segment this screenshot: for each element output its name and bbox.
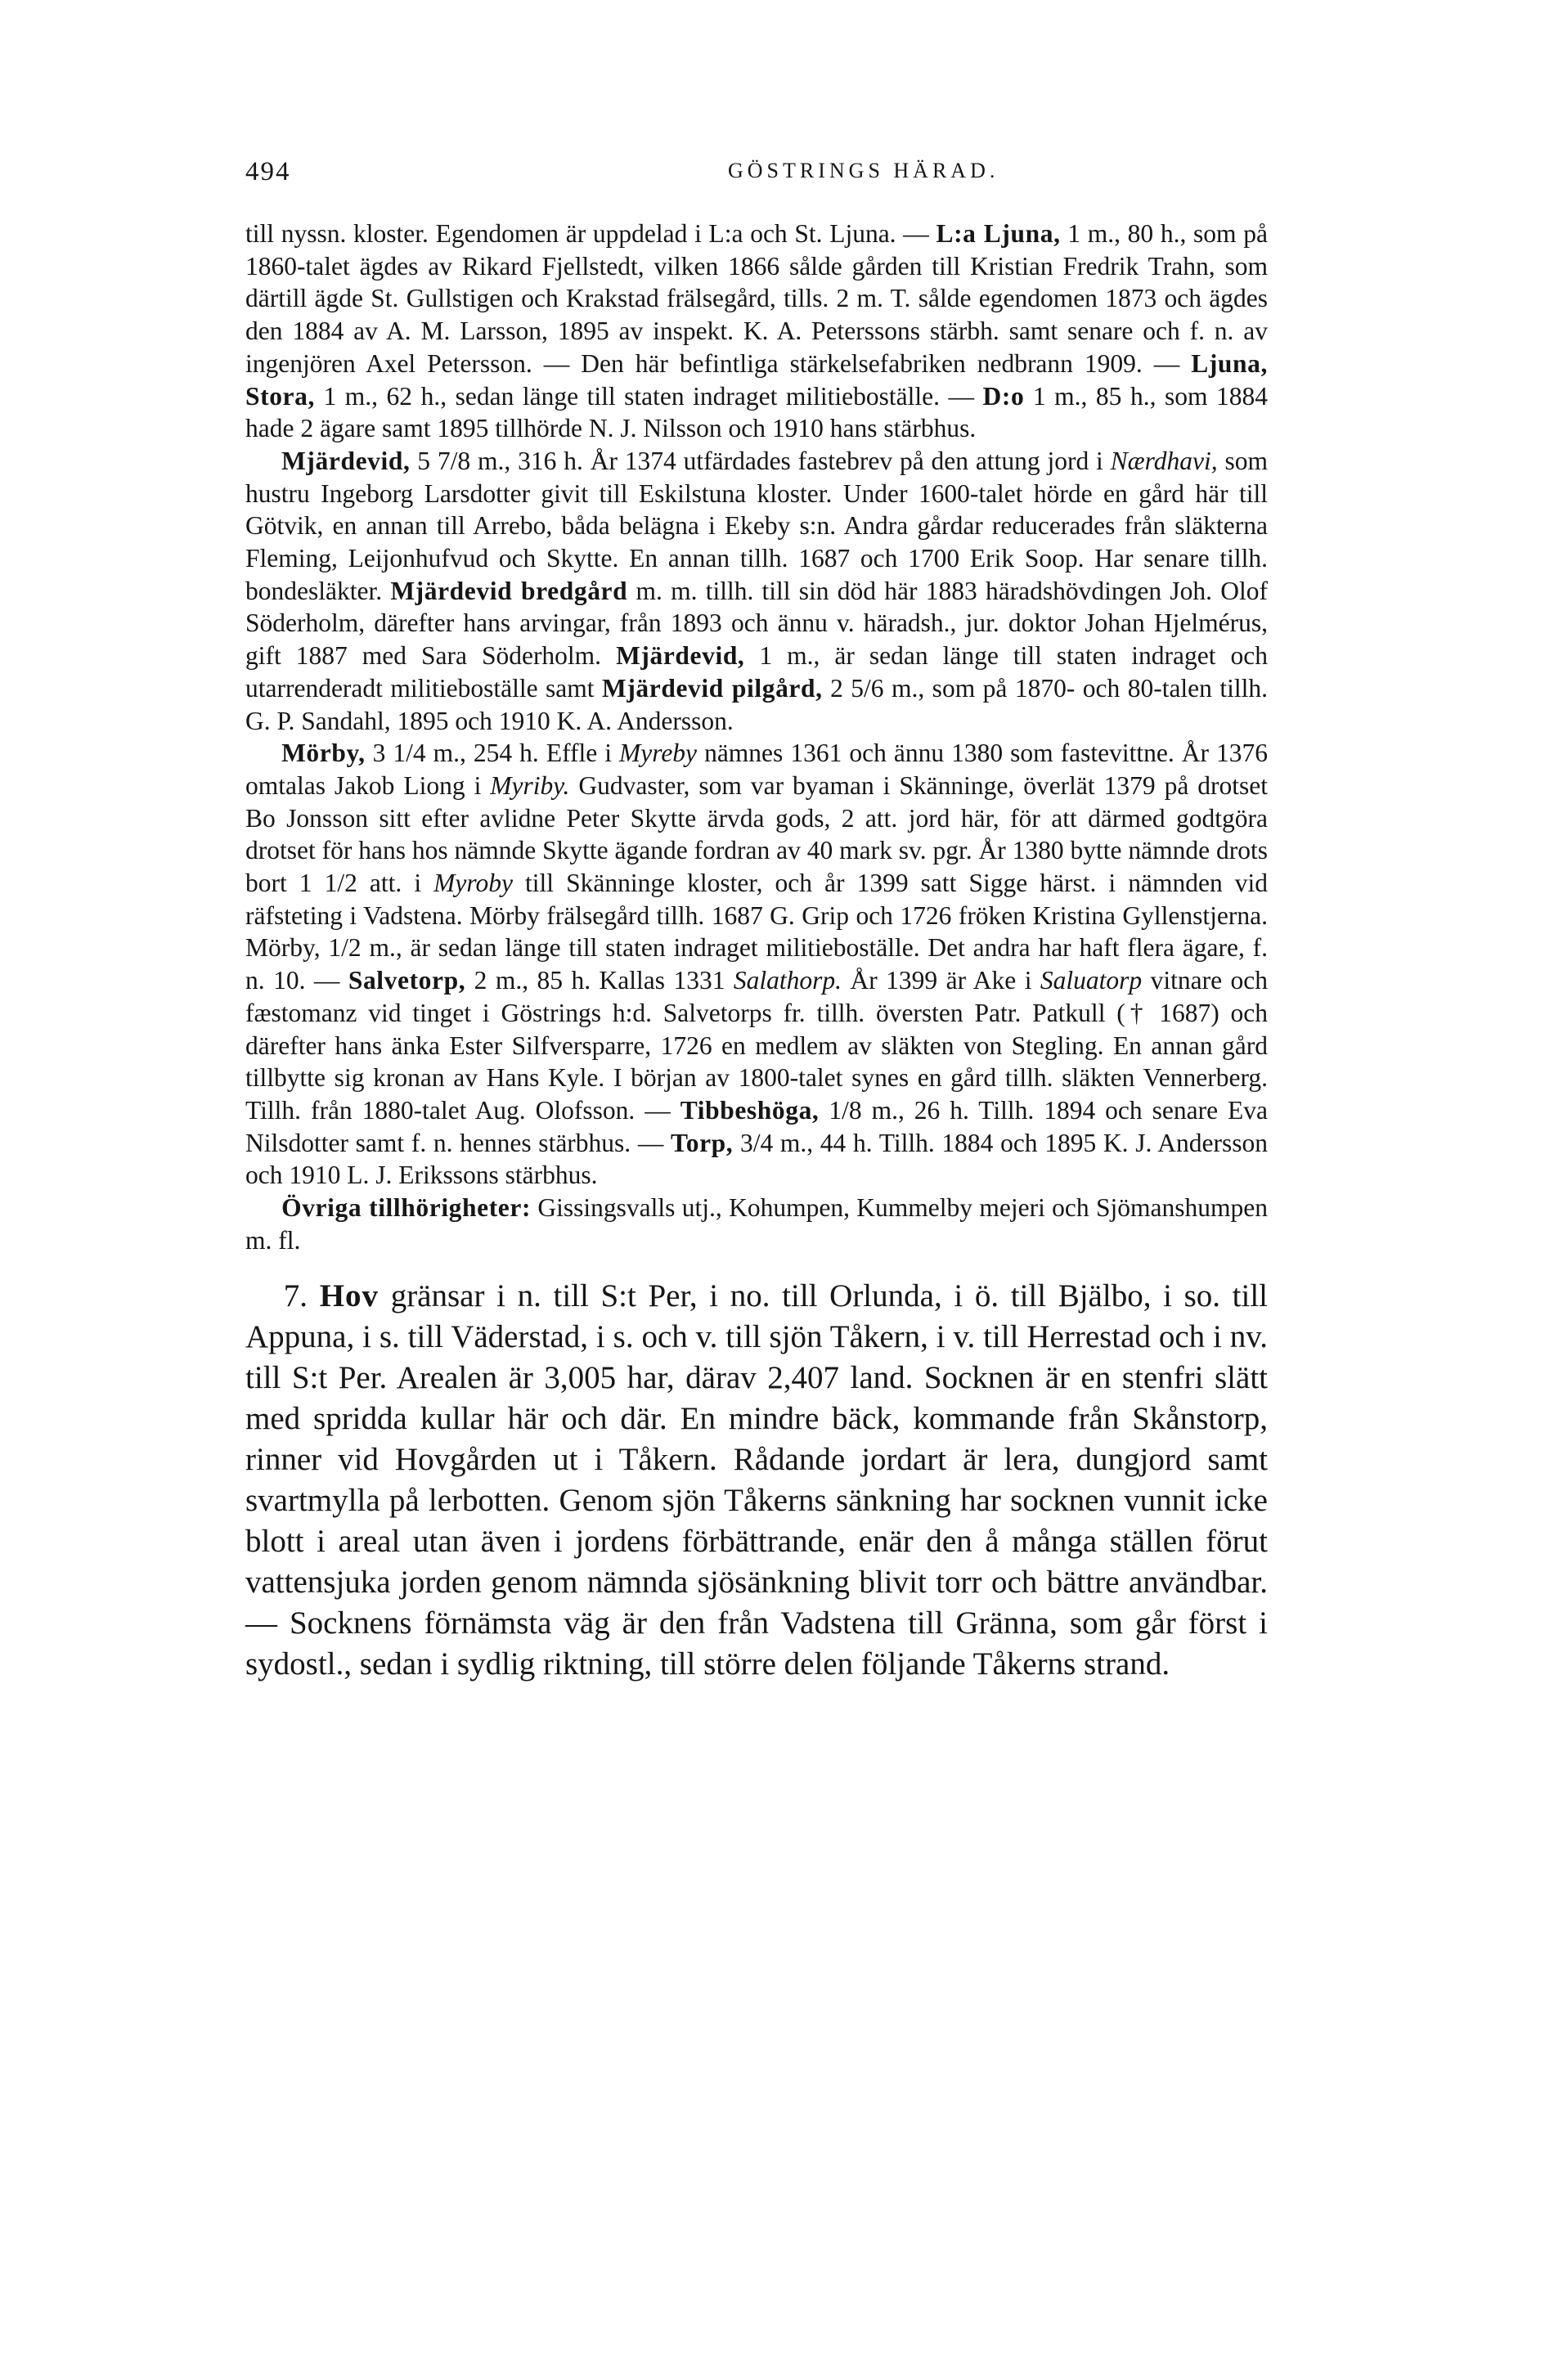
entry-title: Övriga tillhörigheter: <box>281 1193 532 1223</box>
italic-text: Saluatorp <box>1040 966 1143 995</box>
entry-title: Mjärdevid, <box>616 641 745 671</box>
entry-title: Mörby, <box>281 739 366 768</box>
paragraph <box>245 1192 1268 1256</box>
text-run: gränsar i n. till S:t Per, i no. till Orlunda, i ö. till Bjälbo, i so. till Appuna, i s. till Väderstad, i s. och v. till sjön Tåkern, i v. till Herrestad och i nv. till S:t Per. Arealen är 3,005 har, därav 2,407 land. Socknen är en stenfri slätt med spridda kullar här och där. En mindre bäck, kommande från Skånstorp, rinner vid Hovgården ut i Tåkern. Rådande jordart är lera, dungjord samt svartmylla på lerbotten. Genom sjön Tåkerns sänkning har socknen vunnit icke blott i areal utan även i jordens förbättrande, enär den å många ställen förut vattensjuka jorden genom nämnda sjösänkning blivit torr och bättre användbar. — Socknens förnämsta väg är den från Vadstena till Gränna, som går först i sydostl., sedan i sydlig riktning, till större delen följande Tåkerns strand. <box>245 1278 1268 1682</box>
page-number: 494 <box>245 157 291 186</box>
text-run: m. m. tillh. till sin död här 1883 häradshövdingen Joh. Olof Söderholm, därefter hans arvingar, från 1893 och ännu v. häradsh., jur. doktor Johan Hjelmérus, gift 1887 med Sara Söderholm. <box>245 576 1268 671</box>
text-run: 7. <box>283 1278 320 1313</box>
paragraph <box>245 218 1268 445</box>
text-run: Gudvaster, som var byaman i Skänninge, överlät 1379 på drotset Bo Jonsson sitt efter avlidne Peter Skytte ärvda gods, 2 att. jord här, för att därmed godtgöra drotset för hans hos nämnde Skytte ägande fordran av 40 mark sv. pgr. År 1380 bytte nämnde drots bort 1 1/2 att. i <box>245 770 1268 898</box>
text-run: 1 m., 80 h., som på 1860-talet ägdes av Rikard Fjellstedt, vilken 1866 sålde gården till Kristian Fredrik Trahn, som därtill ägde St. Gullstigen och Krakstad frälsegård, tills. 2 m. T. sålde egendomen 1873 och ägdes den 1884 av A. M. Larsson, 1895 av inspekt. K. A. Peterssons stärbh. samt senare och f. n. av ingenjören Axel Petersson. — Den här befintliga stärkelsefabriken nedbrann 1909. — <box>245 219 1268 378</box>
entry-title: Mjärdevid, <box>281 446 411 475</box>
italic-text: Myroby <box>433 869 513 898</box>
italic-text: Salathorp. <box>733 966 842 995</box>
entry-title: Tibbeshöga, <box>680 1095 820 1125</box>
italic-text: Myriby. <box>490 770 570 800</box>
entry-title: Ljuna, Stora, <box>245 348 1268 411</box>
italic-text: Myreby <box>619 739 698 768</box>
entry-title: Mjärdevid bredgård <box>390 576 628 605</box>
text-run: 1 m., 85 h., som 1884 hade 2 ägare samt 1895 tillhörde N. J. Nilsson och 1910 hans stärbhus. <box>245 381 1269 443</box>
text-run: 5 7/8 m., 316 h. År 1374 utfärdades fastebrev på den attung jord i <box>410 446 1111 475</box>
page-header <box>245 157 1268 190</box>
entry-title: L:a Ljuna, <box>936 219 1061 248</box>
text-run: till nyssn. kloster. Egendomen är uppdelad i L:a och St. Ljuna. — <box>245 219 936 248</box>
text-run: 2 5/6 m., som på 1870- och 80-talen tillh. G. P. Sandahl, 1895 och 1910 K. A. Andersson. <box>245 673 1269 735</box>
entry-title: Hov <box>319 1278 380 1313</box>
running-head: GÖSTRINGS HÄRAD. <box>728 159 999 182</box>
text-run: som hustru Ingeborg Larsdotter givit till Eskilstuna kloster. Under 1600-talet hörde en gård här till Götvik, en annan till Arrebo, båda belägna i Ekeby s:n. Andra gårdar reducerades från släkterna Fleming, Leijonhufvud och Skytte. En annan tillh. 1687 och 1700 Erik Soop. Har senare tillh. bondesläkter. <box>245 446 1268 605</box>
section-hov <box>245 1276 1268 1685</box>
section-paragraph <box>245 1276 1268 1685</box>
text-run: År 1399 är Ake i <box>842 966 1040 995</box>
body-text <box>245 218 1268 1257</box>
text-run: 1 m., 62 h., sedan länge till staten indraget militieboställe. — <box>314 381 983 411</box>
text-run: 3/4 m., 44 h. Tillh. 1884 och 1895 K. J. Andersson och 1910 L. J. Erikssons stärbhus. <box>245 1128 1269 1190</box>
text-run: till Skänninge kloster, och år 1399 satt Sigge härst. i nämnden vid räfsteting i Vadstena. Mörby frälsegård tillh. 1687 G. Grip och 1726 fröken Kristina Gyllenstjerna. Mörby, 1/2 m., är sedan länge till staten indraget militieboställe. Det andra har haft flera ägare, f. n. 10. — <box>245 869 1269 995</box>
text-run: vitnare och fæstomanz vid tinget i Göstrings h:d. Salvetorps fr. tillh. översten Patr. Patkull († 1687) och därefter hans änka Ester Silfversparre, 1726 en medlem av släkten von Stegling. En annan gård tillbytte sig kronan av Hans Kyle. I början av 1800-talet synes en gård tillh. släkten Vennerberg. Tillh. från 1880-talet Aug. Olofsson. — <box>245 966 1268 1125</box>
text-run: 1 m., är sedan länge till staten indraget och utarrenderadt militieboställe samt <box>245 641 1268 703</box>
text-run: Gissingsvalls utj., Kohumpen, Kummelby mejeri och Sjömanshumpen m. fl. <box>245 1193 1268 1255</box>
italic-text: Nærdhavi, <box>1110 446 1218 475</box>
paragraph <box>245 737 1268 1192</box>
text-run: 2 m., 85 h. Kallas 1331 <box>465 966 734 995</box>
entry-title: Mjärdevid pilgård, <box>601 673 823 703</box>
text-run: 1/8 m., 26 h. Tillh. 1894 och senare Eva Nilsdotter samt f. n. hennes stärbhus. — <box>245 1095 1268 1157</box>
text-run: nämnes 1361 och ännu 1380 som fastevittne. År 1376 omtalas Jakob Liong i <box>245 739 1269 800</box>
entry-title: Torp, <box>671 1128 734 1157</box>
paragraph <box>245 445 1268 737</box>
text-run: 3 1/4 m., 254 h. Effle i <box>365 739 620 768</box>
entry-title: Salvetorp, <box>348 966 466 995</box>
entry-title: D:o <box>982 381 1025 411</box>
